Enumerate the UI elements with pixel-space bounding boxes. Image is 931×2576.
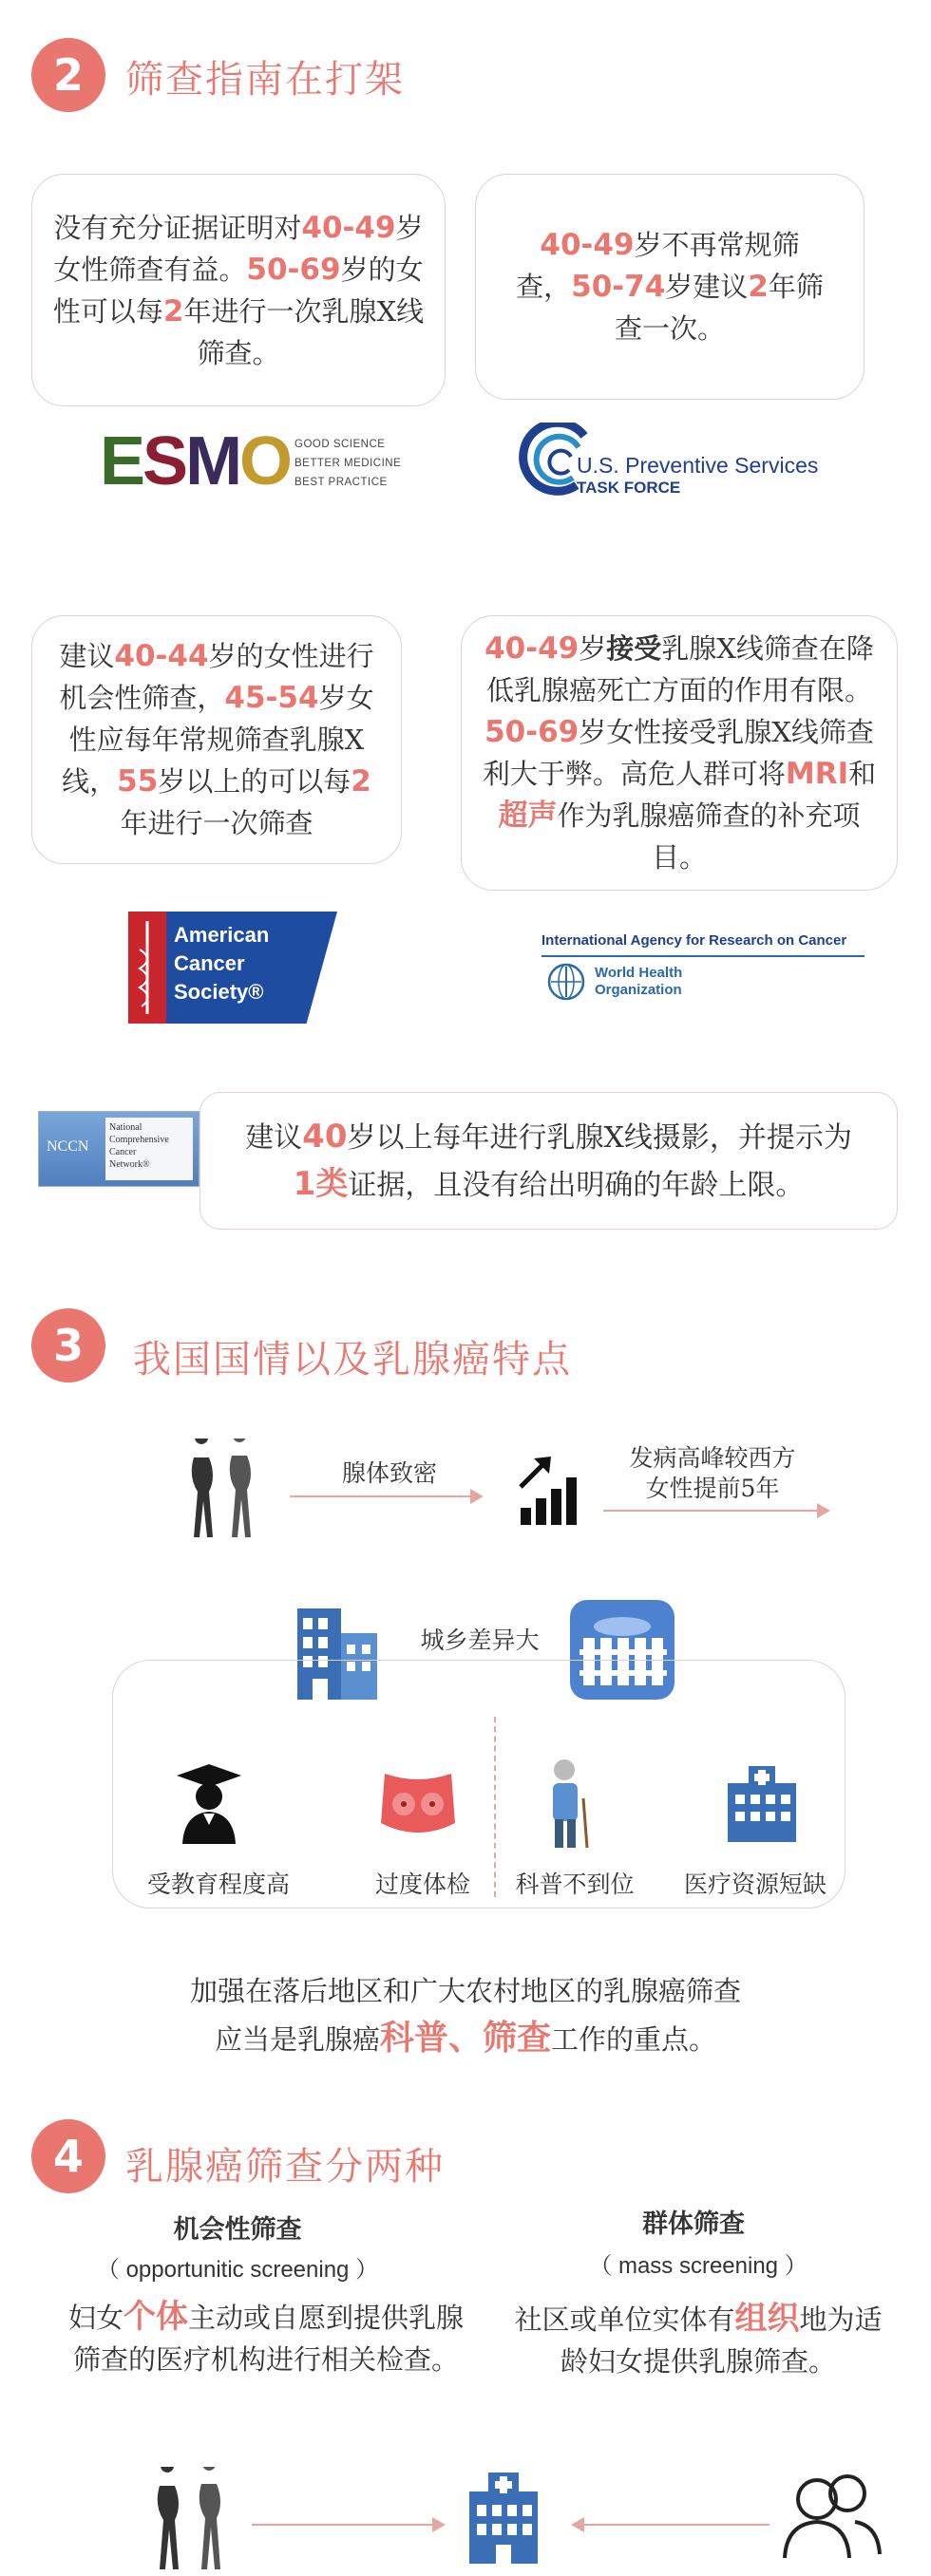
arrow-head-icon [817,1503,830,1518]
text: 作为乳腺癌筛查的补充项目。 [557,799,861,874]
interval: 2 [748,270,769,304]
mass-description: 社区或单位实体有组织地为适龄妇女提供乳腺筛查。 [514,2300,883,2378]
text: 岁女性筛查有益。 [53,211,424,286]
iarc-recommendation-box [461,615,898,891]
text: 没有充分证据证明对 [53,211,302,244]
urban-rural-label: 城乡差异大 [420,1626,540,1654]
onset-label: 发病高峰较西方 女性提前5年 [629,1444,796,1502]
text: 建议 [245,1120,303,1155]
factor-over-examination: 过度体检 [374,1871,470,1898]
text: 岁女性接受乳腺X线筛查利大于弊。高危人群可将 [482,716,874,790]
text: 证据，且没有给出明确的年龄上限。 [348,1168,805,1202]
age: 55 [117,764,159,799]
esmo-wordmark: ESMO [100,423,291,499]
age: 40 [302,1117,348,1156]
opportunistic-title: 机会性筛查 [173,2215,302,2244]
acs-logo [128,912,337,1024]
text: 岁女性应每年常规筛查乳腺X线， [62,682,374,798]
text: 和 [848,758,877,790]
text: 岁的女性进行机会性筛查， [59,640,374,714]
factor-resource-shortage: 医疗资源短缺 [683,1871,826,1898]
age-range: 50-69 [246,252,341,287]
elderly-person-icon [532,1757,598,1852]
text: 岁 [579,632,607,665]
section2-number-badge: 2 [31,38,105,112]
arrow-line [290,1495,470,1497]
opportunistic-subtitle: （ opportunitic screening ） [96,2257,379,2283]
age-range: 45-54 [224,681,319,715]
text: 岁以上每年进行乳腺X线摄影，并提示为 [347,1120,852,1155]
uspstf-logo [518,423,860,498]
arrow-head-icon [432,2517,446,2532]
divider [494,1717,496,1897]
uspstf-taskforce: TASK FORCE [577,479,681,497]
section2-title: 筛查指南在打架 [125,58,405,102]
nccn-name: National Comprehensive Cancer Network® [105,1118,193,1180]
nccn-abbr: NCCN [47,1138,89,1155]
section4-number-badge: 4 [31,2119,105,2193]
esmo-tagline: GOOD SCIENCE BETTER MEDICINE BEST PRACTICE [294,439,402,488]
text: 年进行一次乳腺X线筛查。 [183,294,425,369]
arrow-line [584,2524,770,2526]
iarc-who-logo [542,932,893,1008]
nccn-logo [38,1111,200,1187]
women-silhouette-icon [180,1438,266,1543]
acs-name: American Cancer Society® [174,923,270,1004]
conclusion-line2: 应当是乳腺癌科普、筛查工作的重点。 [214,2019,717,2058]
age-range: 40-49 [484,631,580,666]
acs-recommendation-box [31,615,402,864]
emphasis: 接受 [606,632,662,665]
text: 建议 [59,640,115,672]
caduceus-icon [128,912,166,1024]
uspstf-recommendation-box [475,174,864,400]
text: 岁以上的可以每 [158,765,352,798]
mass-subtitle: （ mass screening ） [589,2253,808,2279]
mass-title: 群体筛查 [642,2209,745,2238]
text: 年进行一次筛查 [120,807,314,839]
arrow-head-icon [571,2517,584,2532]
who-emblem-icon [545,961,587,1003]
age-range: 40-49 [301,210,396,245]
text: 岁的女性可以每 [52,253,424,328]
arrow-line [603,1510,817,1512]
text: 年筛查一次。 [614,271,824,345]
group-people-icon [779,2467,884,2562]
women-silhouette-icon [142,2467,238,2571]
section3-number-badge: 3 [31,1308,105,1382]
dense-tissue-label: 腺体致密 [341,1459,437,1487]
opportunistic-description: 妇女个体主动或自愿到提供乳腺筛查的医疗机构进行相关检查。 [67,2298,465,2376]
conclusion-line1: 加强在落后地区和广大农村地区的乳腺癌筛查 [189,1975,741,2007]
iarc-name: International Agency for Research on Cancer [542,932,847,949]
nccn-recommendation-box [200,1092,898,1230]
section4-title: 乳腺癌筛查分两种 [125,2145,445,2189]
age-range: 50-74 [571,270,666,304]
ultrasound: 超声 [498,799,558,833]
torso-icon [375,1766,461,1842]
evidence-level: 1类 [293,1164,349,1203]
age-range: 40-49 [540,228,635,262]
interval: 2 [351,764,371,799]
section3-title: 我国国情以及乳腺癌特点 [133,1338,572,1382]
age-range: 50-69 [484,715,580,749]
interval: 2 [162,293,184,329]
text: 岁建议 [665,271,749,303]
who-name: World Health Organization [595,965,683,998]
age-range: 40-44 [114,639,209,673]
divider [542,955,864,957]
esmo-logo [100,423,423,499]
factor-education: 受教育程度高 [146,1871,290,1898]
arrow-head-icon [470,1489,484,1504]
hospital-icon [464,2471,543,2566]
uspstf-name: U.S. Preventive Services [577,453,819,478]
text: 岁不再常规筛查， [516,229,800,303]
hospital-icon [722,1764,802,1846]
text: 乳腺X线筛查在降低乳腺癌死亡方面的作用有限。 [485,632,874,706]
factor-education-outreach: 科普不到位 [515,1871,635,1898]
arrow-line [252,2524,432,2526]
graduate-icon [171,1758,247,1844]
esmo-recommendation-box [31,174,446,406]
rising-trend-icon [513,1451,584,1527]
mri: MRI [785,757,849,791]
